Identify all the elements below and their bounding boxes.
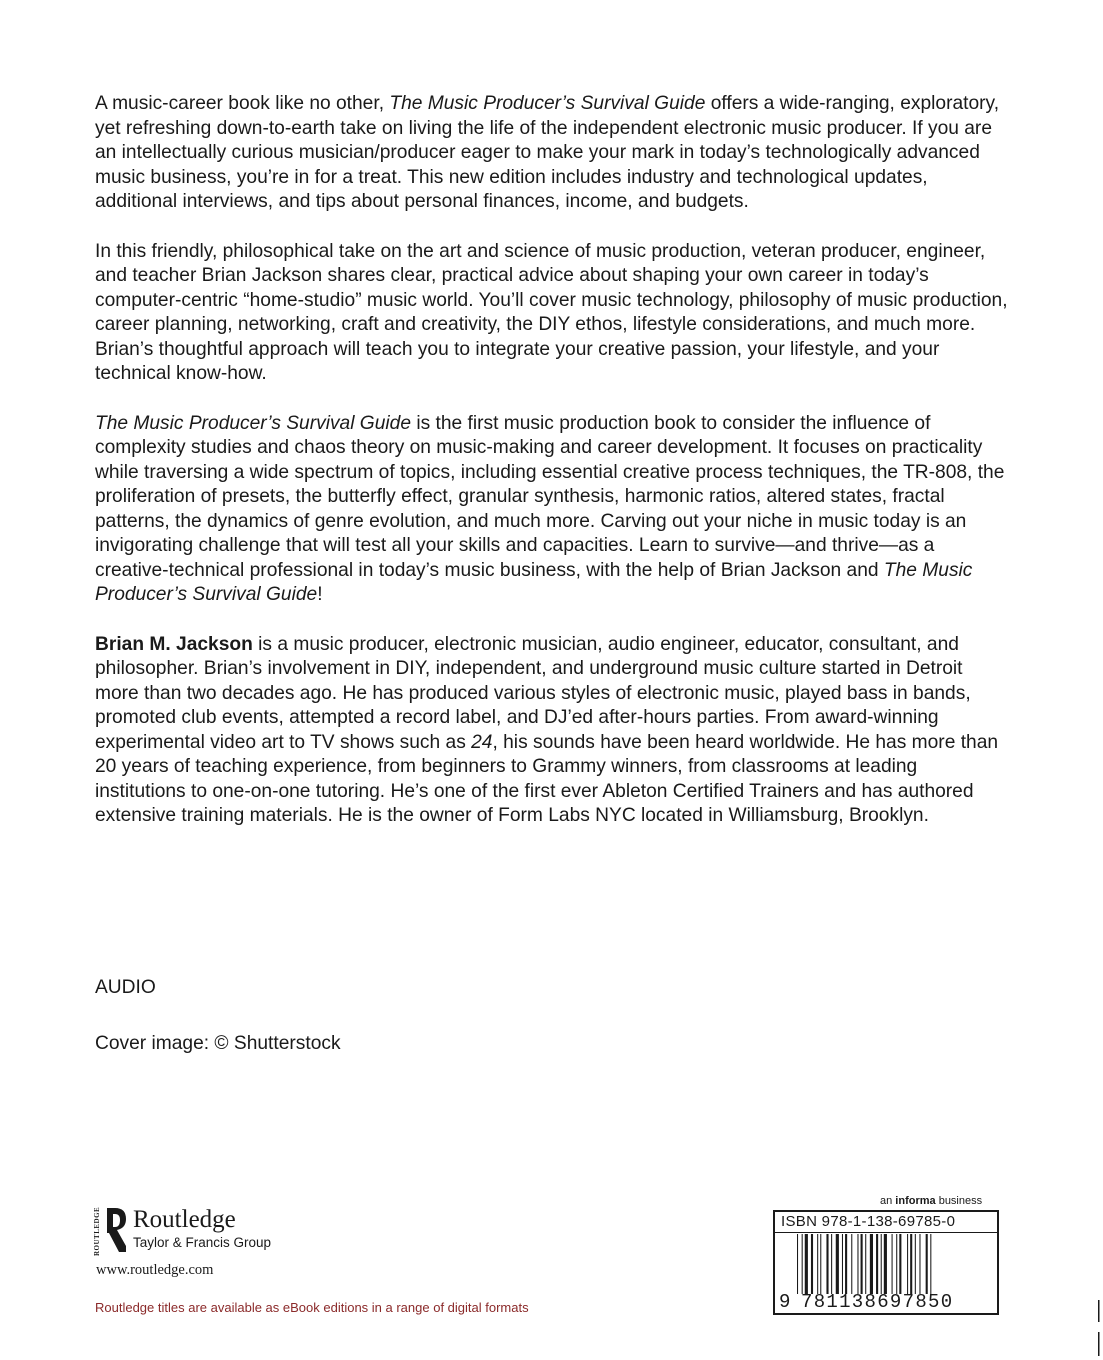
isbn-label: ISBN 978-1-138-69785-0: [781, 1213, 956, 1230]
topics-text-end: !: [317, 584, 323, 605]
routledge-mark-icon: [93, 1206, 127, 1256]
informa-prefix: an: [880, 1195, 896, 1207]
intro-text-end: offers a wide-ranging, exploratory, yet refreshing down-to-earth take on living the life of the independent electronic music producer. If you are an intellectually curious musician/producer eager to make your mark in today’s technologically advanced music business, you’re in for a treat. This new edition includes industry and technological updates, additional interviews, and tips about personal finances, income, and budgets.: [95, 93, 1000, 212]
barcode-bar: [842, 1234, 843, 1294]
isbn-divider: [775, 1232, 997, 1233]
barcode-bar: [826, 1234, 828, 1294]
bio-text: is a music producer, electronic musician, audio engineer, educator, consultant, and philosopher. Brian’s involvement in DIY, independent, and underground music culture started in Detroit more than two decades ago. He has produced various styles of electronic music, played bass in bands, promoted club events, attempted a record label, and DJ’ed after-hours parties. From award-winning experimental video art to TV shows such as: [95, 633, 971, 753]
barcode-bar: [817, 1234, 818, 1294]
bio-text-end: , his sounds have been heard worldwide. He has more than 20 years of teaching experience, from beginners to Grammy winners, from classrooms at leading institutions to one-on-one tutoring. He’s one of the first ever Ableton Certified Trainers and has authored extensive training materials. He is the owner of Form Labs NYC located in Williamsburg, Brooklyn.: [95, 731, 999, 826]
barcode-bar: [899, 1234, 901, 1294]
barcode-bar: [884, 1234, 887, 1294]
barcode-bar: [919, 1234, 920, 1294]
barcode-bar: [865, 1234, 866, 1294]
publisher-url-link[interactable]: www.routledge.com: [96, 1262, 214, 1278]
barcode-bar: [851, 1234, 852, 1294]
author-name: Brian M. Jackson: [95, 633, 253, 655]
barcode-bar: [926, 1234, 928, 1294]
barcode-bar: [831, 1234, 832, 1294]
ebook-note: Routledge titles are available as eBook editions in a range of digital formats: [95, 1300, 529, 1315]
informa-tagline: [880, 1195, 982, 1207]
barcode-bar: [820, 1234, 821, 1294]
barcode-bar: [881, 1234, 882, 1294]
intro-text-start: A music-career book like no other,: [95, 93, 390, 114]
barcode-bar: [930, 1234, 931, 1294]
barcode-bar: [870, 1234, 873, 1294]
cover-credit: Cover image: © Shutterstock: [95, 1033, 341, 1054]
paragraph-topics: [95, 412, 1010, 608]
barcode-bar: [892, 1234, 893, 1294]
logo-mark-text: ROUTLEDGE: [93, 1206, 101, 1256]
informa-brand: informa: [895, 1195, 936, 1207]
barcode-bar: [805, 1234, 808, 1294]
crop-mark: [1097, 1300, 1101, 1360]
book-title-italic: The Music Producer’s Survival Guide: [389, 93, 706, 114]
barcode-main-digits: 781138697850: [801, 1291, 954, 1313]
book-title-italic: The Music Producer’s Survival Guide: [95, 559, 973, 605]
book-title-italic: The Music Producer’s Survival Guide: [95, 412, 412, 434]
barcode-bar: [811, 1234, 813, 1294]
publisher-name: Routledge: [133, 1206, 236, 1233]
tv-show-title: 24: [471, 731, 493, 753]
paragraph-overview: In this friendly, philosophical take on the art and science of music production, veteran producer, engineer, and teacher Brian Jackson shares clear, practical advice about shaping your own career in today’s computer-centric “home-studio” music world. You’ll cover music technology, philosophy of music production, career planning, networking, craft and creativity, the DIY ethos, lifestyle considerations, and much more. Brian’s thoughtful approach will teach you to integrate your creative passion, your lifestyle, and your technical know-how.: [95, 240, 1008, 384]
barcode-bar: [861, 1234, 863, 1294]
informa-suffix: business: [935, 1195, 983, 1207]
barcode-bar: [907, 1234, 908, 1294]
topics-text: is the first music production book to consider the influence of complexity studies and chaos theory on music-making and career development. It focuses on practicality while traversing a wide spectrum of topics, including essential creative process techniques, the TR-808, the proliferation of presets, the butterfly effect, granular synthesis, harmonic ratios, altered states, fractal patterns, the dynamics of genre evolution, and much more. Carving out your niche in music today is an invigorating challenge that will test all your skills and capacities. Learn to survive—and thrive—as a creative-technical professional in today’s music business, with the help of Brian Jackson and: [95, 412, 1005, 581]
publisher-group: Taylor & Francis Group: [133, 1235, 272, 1250]
paragraph-author-bio: [95, 633, 1010, 829]
paragraph-intro: [95, 92, 1010, 215]
barcode-bar: [797, 1234, 798, 1294]
barcode-lead-digit: 9: [779, 1291, 791, 1313]
barcode-bar: [896, 1234, 897, 1294]
barcode-digits: [775, 1290, 997, 1314]
barcode-bar: [876, 1234, 878, 1294]
barcode-bar: [910, 1234, 912, 1294]
back-cover-description: [95, 92, 1010, 854]
barcode-bar: [802, 1234, 803, 1294]
barcode-bar: [915, 1234, 916, 1294]
barcode-bar: [857, 1234, 858, 1294]
barcode-bars: [775, 1234, 997, 1294]
publisher-logo: [93, 1206, 271, 1256]
barcode-bar: [845, 1234, 847, 1294]
category-label: AUDIO: [95, 977, 156, 998]
barcode-bar: [836, 1234, 839, 1294]
isbn-barcode: [773, 1210, 999, 1315]
